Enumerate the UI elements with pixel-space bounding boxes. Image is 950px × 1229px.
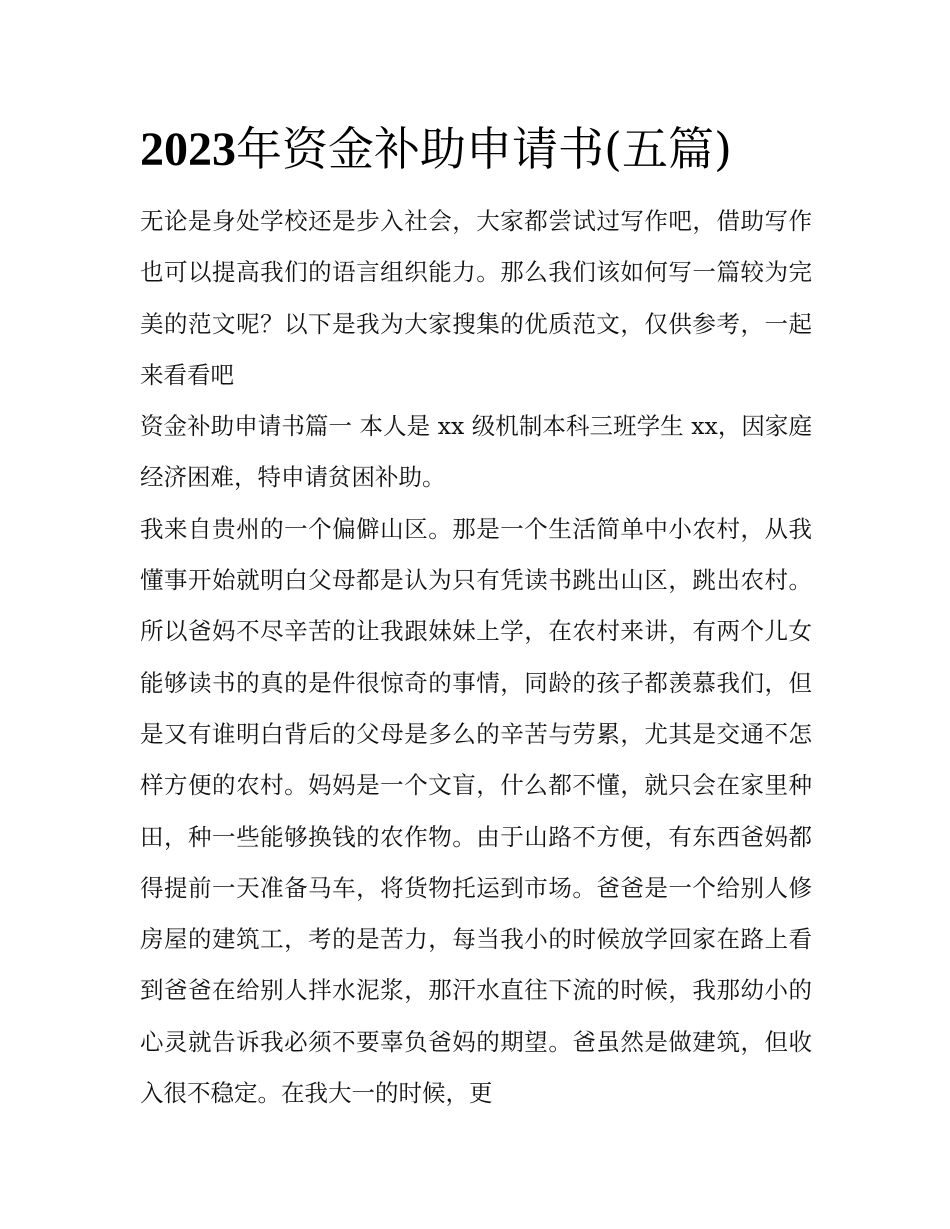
document-title: [140, 118, 840, 181]
background-paragraph: 我来自贵州的一个偏僻山区。那是一个生活简单中小农村，从我懂事开始就明白父母都是认为只有凭读书跳出山区，跳出农村。所以爸妈不尽辛苦的让我跟妹妹上学，在农村来讲，有两个儿女能够读书的真的是件很惊奇的事情，同龄的孩子都羡慕我们，但是又有谁明白背后的父母是多么的辛苦与劳累，尤其是交通不怎样方便的农村。妈妈是一个文盲，什么都不懂，就只会在家里种田，种一些能够换钱的农作物。由于山路不方便，有东西爸妈都得提前一天准备马车，将货物托运到市场。爸爸是一个给别人修房屋的建筑工，考的是苦力，每当我小的时候放学回家在路上看到爸爸在给别人拌水泥浆，那汗水直往下流的时候，我那幼小的心灵就告诉我必须不要辜负爸妈的期望。爸虽然是做建筑，但收入很不稳定。在我大一的时候，更: [140, 514, 812, 1108]
title-text: 年资金补助申请书(五篇): [236, 122, 732, 176]
intro-paragraph: 无论是身处学校还是步入社会，大家都尝试过写作吧，借助写作也可以提高我们的语言组织能力。那么我们该如何写一篇较为完美的范文呢？以下是我为大家搜集的优质范文，仅供参考，一起来看看吧: [140, 207, 812, 389]
application-paragraph: 资金补助申请书篇一 本人是 xx 级机制本科三班学生 xx，因家庭经济困难，特申请贫困补助。: [140, 412, 812, 492]
document-body: [140, 196, 812, 1119]
title-year: 2023: [140, 123, 236, 176]
